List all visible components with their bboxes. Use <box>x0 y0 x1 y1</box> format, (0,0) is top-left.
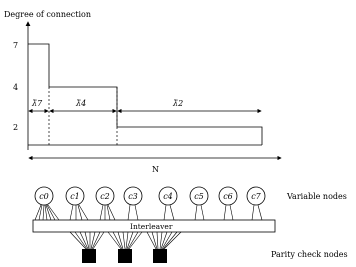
degree-step-profile <box>28 44 262 145</box>
y-axis-label: Degree of connection <box>4 10 91 19</box>
y-tick-4: 4 <box>13 83 19 92</box>
variable-node-label-c0: c0 <box>39 192 49 201</box>
variable-node-label-c6: c6 <box>223 192 233 201</box>
y-tick-2: 2 <box>13 123 19 132</box>
parity-nodes-label: Parity check nodes <box>271 250 348 259</box>
variable-node-label-c4: c4 <box>163 192 173 201</box>
variable-node-label-c7: c7 <box>251 192 261 201</box>
variable-nodes-label: Variable nodes <box>287 192 347 201</box>
parity-node-1 <box>82 249 96 263</box>
parity-edges <box>70 232 181 249</box>
lambda2-label: λ̃2 <box>173 99 184 108</box>
length-label: N <box>152 165 159 174</box>
variable-node-label-c2: c2 <box>100 192 110 201</box>
variable-node-label-c5: c5 <box>194 192 204 201</box>
parity-node-list <box>82 249 167 263</box>
variable-edges <box>35 205 262 220</box>
interleaver-label: Interleaver <box>130 222 173 231</box>
lambda4-label: λ̃4 <box>76 99 87 108</box>
lambda7-label: λ̃7 <box>32 99 43 108</box>
parity-node-2 <box>118 249 132 263</box>
variable-node-label-c3: c3 <box>128 192 138 201</box>
variable-node-label-c1: c1 <box>70 192 80 201</box>
parity-node-3 <box>153 249 167 263</box>
y-tick-7: 7 <box>13 41 19 50</box>
